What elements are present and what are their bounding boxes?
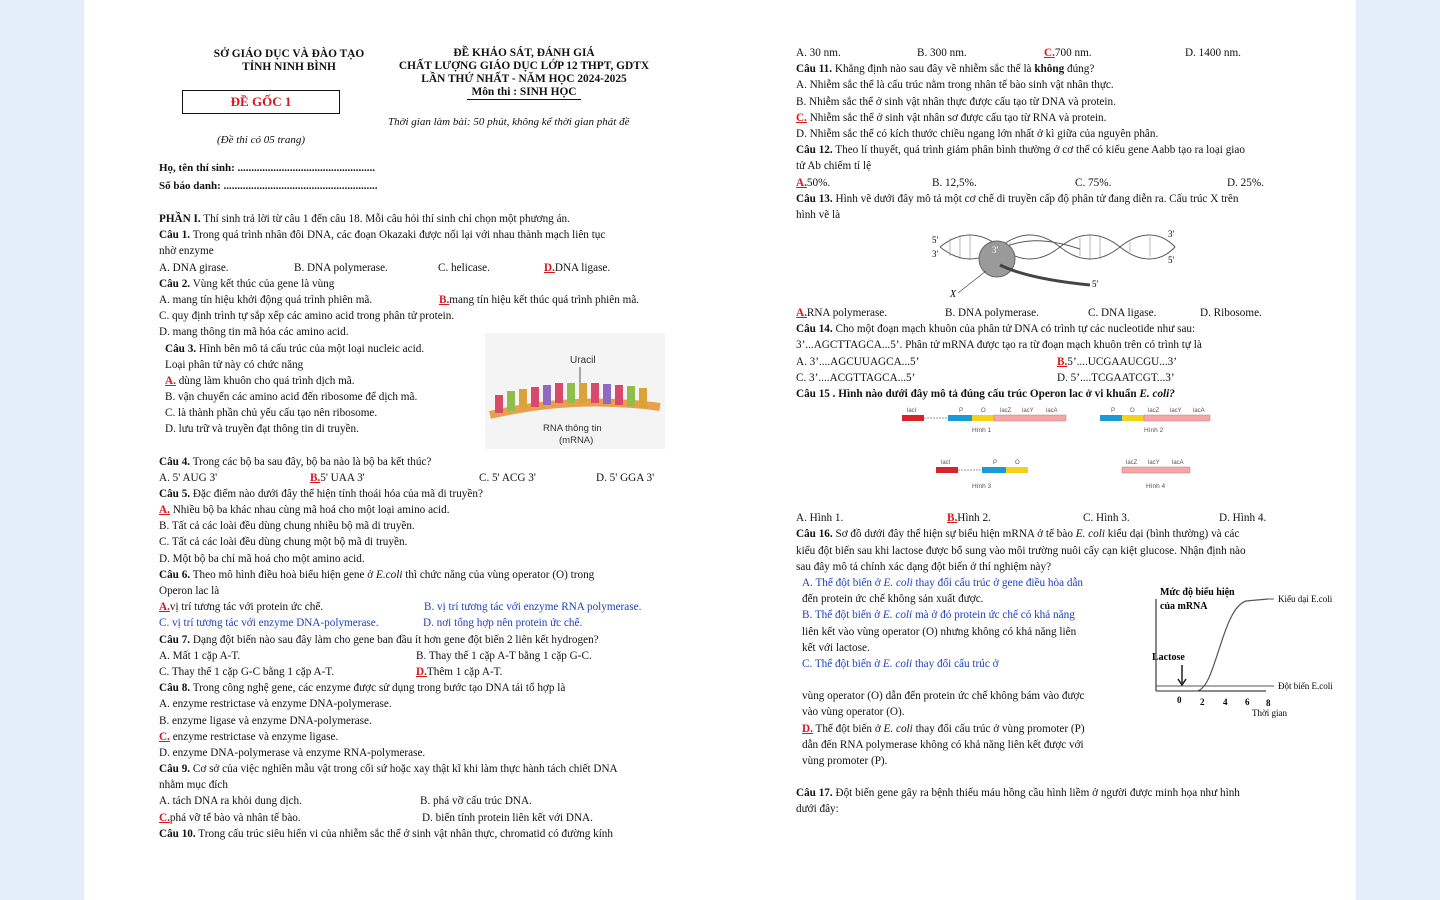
option-c[interactable]: C. Thay thế 1 cặp G-C bằng 1 cặp A-T. [159,665,335,678]
option-text: vị trí tương tác với protein ức chế. [169,601,324,614]
mrna-figure [485,333,665,449]
student-name-line: Họ, tên thí sinh: .................................................. [159,162,376,174]
option-b[interactable]: B. vị trí tương tác với enzyme RNA polymerase. [424,601,642,614]
structural-genes [1122,467,1190,473]
option-b[interactable]: B. Tất cả các loài đều dùng chung nhiều bộ mã di truyền. [159,520,415,533]
option-c[interactable]: C. 75%. [1075,176,1112,189]
option-italic: E. coli [883,722,913,735]
q-text-cont: tử Ab chiếm tỉ lệ [796,160,872,173]
option-b[interactable]: B. enzyme ligase và enzyme DNA-polymerase. [159,714,372,727]
option-text-end: thay đổi cấu trúc ở vùng promoter (P) [912,722,1085,735]
operator [1122,415,1144,421]
option-text: Hình 2. [957,512,991,525]
q9-options-cd [159,810,689,826]
q6-options-ab [159,599,689,615]
q-text: Trong các bộ ba sau đây, bộ ba nào là bộ ba kết thúc? [190,455,432,468]
figure-label: Hình 3 [972,483,992,491]
option-text: Thêm 1 cặp A-T. [426,665,503,678]
option-c[interactable]: C. DNA ligase. [1088,307,1157,320]
option-b[interactable] [1057,354,1177,370]
gene-label: lacZ [1126,460,1138,467]
x-tick: 2 [1200,696,1205,707]
label-3a: 3' [932,249,939,260]
option-a[interactable]: A. 5' AUG 3' [159,471,218,484]
gene-label: lacZ [1000,408,1012,415]
gene-label: lacY [1022,408,1034,415]
q-num: Câu 10. [159,827,196,840]
option-a[interactable]: A. DNA girase. [159,261,229,274]
q1-options [159,260,689,276]
q-text-cont: kiểu đột biến sau khi lactose được bổ sung vào môi trường nuôi cấy cạn kiệt glucose. Nhận định nào [796,544,1246,557]
question-12 [796,142,1316,158]
exam-code: ĐỀ GỐC 1 [230,94,292,109]
option-c-cont: vào vùng operator (O). [802,706,905,719]
option-c[interactable]: C. helicase. [438,261,490,274]
q-num: Câu 13. [796,192,833,205]
mutant-label: Đột biến E.coli [1278,680,1333,691]
question-7 [159,632,689,648]
option-d[interactable]: D. lưu trữ và truyền đạt thông tin di truyền. [165,423,359,436]
answer-key: A. [159,601,170,614]
question-4 [159,454,689,470]
q-text: Hình vẽ dưới đây mô tả một cơ chế di truyền cấp độ phân tử đang diễn ra. Cấu trúc X trên [832,192,1239,205]
q-num: Câu 11. [796,63,833,76]
option-text: DNA ligase. [554,261,611,274]
question-6 [159,567,689,583]
question-3 [159,341,689,454]
answer-key: A. [796,176,807,189]
question-5 [159,486,689,502]
mrna-expression-graph [1146,579,1333,729]
time-note: Thời gian làm bài: 50 phút, không kể thời gian phát đề [388,116,630,128]
option-text: 700 nm. [1054,47,1092,59]
q-text: Trong quá trình nhân đôi DNA, các đoạn Okazaki được nối lại với nhau thành mạch liên tục [190,229,606,242]
q13-options [796,305,1316,321]
mrna-label: RNA thông tin [543,422,602,434]
answer-key: B. [439,293,450,306]
option-text: B. Thể đột biến ở [802,609,883,622]
gene-label: P [993,460,998,467]
answer-key: B. [1057,355,1068,368]
q-num: Câu 12. [796,144,833,157]
option-b[interactable]: B. 300 nm. [917,47,967,59]
option-b[interactable] [947,510,1083,526]
option-c[interactable] [159,810,422,826]
q-num: Câu 8. [159,682,191,695]
question-17 [796,785,1316,801]
q-num: Câu 4. [159,455,191,468]
q-text: Hình bên mô tả cấu trúc của một loại nucleic acid. [196,342,425,355]
answer-key: D. [802,722,813,735]
operon-figure-grid [896,406,1256,506]
option-a[interactable]: A. Mất 1 cặp A-T. [159,649,241,662]
option-italic: E. coli [882,609,913,622]
q-num: Câu 1. [159,229,191,242]
option-c[interactable]: C. 3’....ACGTTAGCA...5’ [796,371,916,384]
option-a[interactable]: A. enzyme restrictase và enzyme DNA-polymerase. [159,698,392,711]
q15-options [796,510,1316,526]
q-italic: E. coli? [1139,388,1175,400]
question-9 [159,761,689,777]
option-b[interactable]: B. Thay thế 1 cặp A-T bằng 1 cặp G-C. [416,649,592,662]
uracil-label: Uracil [570,354,596,366]
q-text-cont: Loại phân tử này có chức năng [165,358,304,371]
option-text: A. Thể đột biến ở [802,576,884,589]
option-d[interactable]: D. Một bộ ba chỉ mã hoá cho một amino acid. [159,552,365,565]
transcription-figure-wrap [796,223,1316,305]
page-count: (Đề thi có 05 trang) [217,134,305,146]
gene-label: O [1015,460,1020,467]
q-italic: E. coli [1075,528,1105,541]
q-text-cont: sau đây mô tả chính xác dạng đột biến ở thí nghiệm này? [796,560,1052,573]
option-b-cont: kết với lactose. [802,641,870,654]
option-text: C. Thể đột biến ở [802,657,883,670]
option-d[interactable]: D. enzyme DNA-polymerase và enzyme RNA-polymerase. [159,746,426,759]
q-text-cont: 3’...AGCTTAGCA...5’. Phân tử mRNA được tạo ra từ đoạn mạch khuôn trên có trình tự là [796,339,1202,352]
option-text: phá vỡ tế bào và nhân tế bào. [169,811,301,824]
option-text-end: mà ở đó protein ức chế có khả năng [912,609,1075,622]
option-text-end: thay đổi cấu trúc ở [912,657,999,670]
q-text-cont: nhằm mục đích [159,779,228,792]
q-text: Vùng kết thúc của gene là vùng [190,277,335,290]
q14-options-cd [796,370,1316,386]
q-text-cont: hình vẽ là [796,208,841,221]
promoter [948,415,972,421]
q-num: Câu 16. [796,528,833,541]
option-text: 50%. [806,176,831,189]
option-b[interactable]: B. 12,5%. [932,176,977,189]
label-x: X [950,289,957,301]
structural-genes [1144,415,1210,421]
q-text-cont: nhờ enzyme [159,245,214,258]
q7-options-ab [159,648,689,664]
option-c[interactable]: C. quy định trình tự sắp xếp các amino acid trong phân tử protein. [159,310,455,323]
y-label-2: của mRNA [1160,600,1208,612]
q-num: Câu 2. [159,277,191,290]
option-text: Thể đột biến ở [812,722,884,735]
option-a[interactable]: A. 3’....AGCUUAGCA...5’ [796,355,920,368]
option-c-cont: vùng operator (O) dẫn đến protein ức chế không bám vào được [802,690,1085,703]
question-10 [159,826,689,842]
gene-label: lacA [1046,408,1058,415]
left-column [159,211,689,842]
option-c[interactable]: C. là thành phần chủ yếu cấu tạo nên ribosome. [165,407,378,420]
answer-key: B. [947,512,958,525]
gene-label: lacI [907,408,917,415]
option-d[interactable]: D. 1400 nm. [1185,47,1241,59]
option-d[interactable]: D. nơi tổng hợp nên protein ức chế. [423,617,583,630]
option-text: enzyme restrictase và enzyme ligase. [169,730,339,743]
q-num: Câu 6. [159,568,191,581]
title-line-3: LẦN THỨ NHẤT - NĂM HỌC 2024-2025 [421,73,627,85]
option-b[interactable]: B. Nhiễm sắc thể ở sinh vật nhân thực được cấu tạo từ DNA và protein. [796,95,1116,108]
option-d[interactable] [544,260,610,276]
q-num: Câu 15 . [796,388,836,400]
lacI-gene [902,415,924,421]
part-label: PHẦN I. [159,213,201,225]
option-c[interactable]: C. Hình 3. [1083,512,1130,525]
answer-key: C. [159,730,170,743]
x-tick: 0 [1177,694,1182,705]
figure-label: Hình 4 [1146,483,1166,491]
operon-hinh-2 [1100,408,1210,434]
option-d-cont: dẫn đến RNA polymerase không có khả năng liên kết được với [802,738,1084,751]
transcription-figure [930,225,1180,305]
label-5c: 5' [1092,279,1099,290]
option-c[interactable]: C. 5' ACG 3' [479,471,536,484]
q-text: Đột biến gene gây ra bệnh thiếu máu hồng cầu hình liềm ở người được minh họa như hình [832,786,1240,799]
lacI-gene [936,467,958,473]
option-text: Nhiễm sắc thể ở sinh vật nhân sơ được cấu tạo từ RNA và protein. [806,111,1107,124]
option-italic: E. coli [882,657,913,670]
question-8 [159,680,689,696]
option-a[interactable] [796,305,945,321]
q-text: Trong cấu trúc siêu hiển vi của nhiễm sắc thể ở sinh vật nhân thực, chromatid có đường kính [195,827,613,840]
option-a[interactable] [159,599,424,615]
q9-options-ab [159,793,689,809]
option-b[interactable] [439,292,639,308]
option-text: 5' UAA 3' [320,471,365,484]
q-text-end: đúng? [1064,63,1095,76]
q10-options [796,45,1316,61]
q-text: Dạng đột biến nào sau đây làm cho gene ban đầu ít hơn gene đột biến 2 liên kết hydrogen? [190,633,599,646]
mrna-label-abbr: (mRNA) [559,434,594,446]
wild-type-label: Kiểu dại E.coli [1278,593,1333,604]
q14-options-ab [796,354,1316,370]
label-5b: 5' [1168,255,1175,266]
q-text: Đặc điểm nào dưới đây thể hiện tính thoái hóa của mã di truyền? [190,487,483,500]
q-text: Cho một đoạn mạch khuôn của phân tử DNA có trình tự các nucleotide như sau: [832,323,1196,336]
label-5a: 5' [932,235,939,246]
option-a[interactable] [159,502,689,518]
gene-label: lacY [1170,408,1182,415]
option-d[interactable]: D. biến tính protein liên kết với DNA. [422,811,593,824]
option-b-cont: liên kết vào vùng operator (O) nhưng không có khả năng liên [802,625,1077,638]
option-d[interactable]: D. 5' GGA 3' [596,471,655,484]
figure-label: Hình 1 [972,427,992,435]
q-text: Theo mô hình điều hoà biểu hiện gene ở [190,568,377,581]
q-text: Sơ đồ dưới đây thể hiện sự biểu hiện mRNA ở tế bào [832,528,1076,541]
question-14 [796,321,1316,337]
option-c[interactable]: C. vị trí tương tác với enzyme DNA-polymerase. [159,617,379,630]
q-num: Câu 9. [159,763,191,776]
option-a[interactable]: A. Hình 1. [796,512,844,525]
x-tick: 8 [1266,697,1271,708]
x-tick: 6 [1245,696,1250,707]
x-label: Thời gian [1252,707,1288,718]
exam-sheet [84,0,1356,900]
option-b[interactable]: B. phá vỡ cấu trúc DNA. [420,795,532,808]
option-a-cont: đến protein ức chế không sản xuất được. [802,593,984,606]
org-province: TỈNH NINH BÌNH [242,61,336,73]
q-text-end: thì chức năng của vùng operator (O) trong [402,568,595,581]
gene-label: lacZ [1148,408,1160,415]
option-c[interactable] [159,729,689,745]
option-b[interactable]: B. DNA polymerase. [945,307,1039,320]
part-text: Thí sinh trả lời từ câu 1 đến câu 18. Mỗi câu hỏi thí sinh chỉ chọn một phương án. [200,213,570,225]
question-15 [796,386,1316,402]
option-a[interactable]: A. Nhiễm sắc thể là cấu trúc nằm trong nhân tế bào sinh vật nhân thực. [796,79,1114,92]
option-a[interactable]: A. tách DNA ra khỏi dung dịch. [159,795,302,808]
figure-label: Hình 2 [1144,427,1164,435]
q-text-end: kiểu dại (bình thường) và các [1104,528,1240,541]
dna-helix [940,235,1175,259]
gene-label: P [959,408,964,415]
q-text-cont: dưới đây: [796,803,839,816]
q4-options [159,470,689,486]
title-line-1: ĐỀ KHẢO SÁT, ĐÁNH GIÁ [453,47,595,59]
answer-key: C. [1044,47,1055,59]
label-3c: 3' [1168,229,1175,240]
q-text-cont: Operon lac là [159,585,220,597]
x-tick: 4 [1223,696,1228,707]
question-13 [796,191,1316,207]
operator [972,415,994,421]
option-d-cont: vùng promoter (P). [802,755,888,767]
question-1 [159,227,689,243]
option-d[interactable]: D. 25%. [1227,176,1264,189]
structural-genes [994,415,1066,421]
operon-hinh-4 [1122,460,1190,490]
q-text: Cơ sở của việc nghiền mẫu vật trong cối sứ hoặc xay thật kĩ khi làm thực hành tách chiết DNA [190,763,618,776]
option-b[interactable] [310,470,479,486]
answer-key: A. [796,307,807,320]
rna-strand [1000,265,1090,285]
gene-label: lacI [941,460,951,467]
gene-label: O [1130,408,1135,415]
question-16 [796,526,1316,542]
option-b[interactable]: B. DNA polymerase. [294,261,388,274]
option-c[interactable]: C. Tất cả các loài đều dùng chung một bộ mã di truyền. [159,536,408,549]
q-num: Câu 7. [159,633,191,646]
gene-label: O [981,408,986,415]
q12-options [796,175,1316,191]
q-num: Câu 14. [796,323,833,336]
option-c[interactable] [796,110,1316,126]
answer-key: D. [416,665,427,678]
q6-options-cd [159,615,689,631]
q-text: Hình nào dưới đây mô tả đúng cấu trúc Operon lac ở vi khuẩn [835,388,1140,400]
gene-label: lacA [1172,460,1184,467]
gene-label: lacY [1148,460,1160,467]
operon-hinh-3 [936,460,1028,490]
option-d[interactable]: D. Hình 4. [1219,512,1267,525]
option-text-end: thay đổi cấu trúc ở gene điều hòa dẫn [912,576,1083,589]
y-label-1: Mức độ biểu hiện [1160,586,1235,598]
question-2 [159,276,689,292]
option-a[interactable]: A. 30 nm. [796,47,841,59]
q2-options [159,292,689,308]
option-a[interactable]: A. mang tín hiệu khởi động quá trình phiên mã. [159,293,373,306]
lactose-label: Lactose [1152,651,1185,663]
option-text: 5’....UCGAAUCGU...3’ [1067,355,1177,368]
answer-key: B. [310,471,321,484]
part-1-instruction [159,211,689,227]
x-pointer [958,271,986,293]
option-c[interactable] [1044,45,1185,61]
answer-key: D. [544,261,555,274]
option-text: Nhiều bộ ba khác nhau cùng mã hoá cho một loại amino acid. [169,504,450,517]
option-d[interactable]: D. Nhiễm sắc thể có kích thước chiều ngang lớn nhất ở kì giữa của nguyên phân. [796,127,1159,140]
option-d[interactable] [416,664,502,680]
answer-key: C. [796,111,807,124]
q-italic: E.coli [376,568,403,581]
student-id-line: Số báo danh: ........................................................ [159,180,378,192]
option-b[interactable]: B. vận chuyển các amino acid đến ribosome để dịch mã. [165,391,418,404]
exam-code-box [182,90,340,114]
answer-key: A. [165,374,176,387]
option-text: mang tín hiệu kết thúc quá trình phiên mã. [449,293,640,306]
option-a[interactable] [796,175,932,191]
option-text: dùng làm khuôn cho quá trình dịch mã. [175,374,355,387]
answer-key: A. [159,504,170,517]
gene-label: P [1111,408,1116,415]
q-bold: không [1034,63,1065,76]
promoter [982,467,1006,473]
option-italic: E. coli [883,576,913,589]
org-block [169,48,409,74]
gene-label: lacA [1193,408,1205,415]
operator [1006,467,1028,473]
q-num: Câu 17. [796,786,833,799]
option-d[interactable]: D. Ribosome. [1200,307,1262,320]
q16-body [796,575,1333,785]
promoter [1100,415,1122,421]
org-name: SỞ GIÁO DỤC VÀ ĐÀO TẠO [213,48,365,60]
subject: Môn thi : SINH HỌC [467,86,580,100]
option-d[interactable]: D. mang thông tin mã hóa các amino acid. [159,326,349,339]
label-3b: 3' [992,245,999,256]
answer-key: C. [159,811,170,824]
option-d[interactable]: D. 5’....TCGAATCGT...3’ [1057,371,1175,384]
q-num: Câu 5. [159,487,191,500]
wild-type-curve [1156,599,1268,691]
q-text: Khẳng định nào sau đây về nhiễm sắc thể là [832,63,1035,76]
right-column [796,45,1333,817]
q-text: Trong công nghệ gene, các enzyme được sử dụng trong bước tạo DNA tái tổ hợp là [190,682,566,695]
operon-hinh-1 [902,408,1066,434]
q-text: Theo lí thuyết, quá trình giảm phân bình thường ở cơ thể có kiểu gene Aabb tạo ra loại giao [832,144,1245,157]
q-num: Câu 3. [165,342,197,355]
operon-figures [796,402,1316,510]
title-block [374,47,674,100]
question-11 [796,61,1316,77]
title-line-2: CHẤT LƯỢNG GIÁO DỤC LỚP 12 THPT, GDTX [398,60,650,72]
q7-options-cd [159,664,689,680]
option-text: RNA polymerase. [806,307,888,320]
